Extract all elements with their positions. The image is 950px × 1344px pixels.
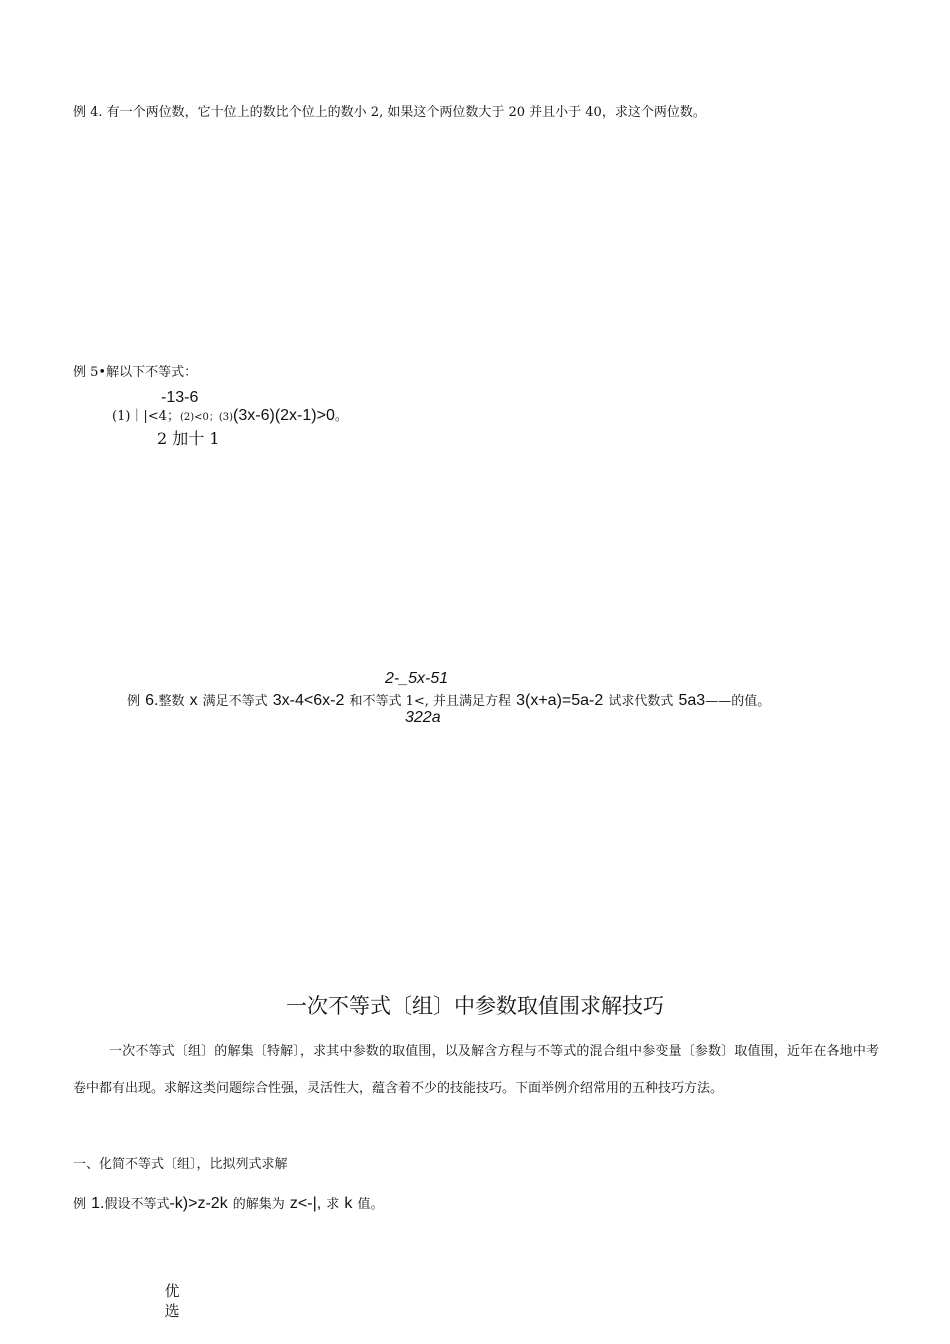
- part-2: (2)<0；: [179, 412, 219, 423]
- equation: 3(x+a)=5a-2: [516, 692, 604, 709]
- text-1: 整数: [158, 694, 185, 709]
- text-4: 值。: [357, 1197, 384, 1212]
- subsection-heading-1: 一、化简不等式〔组〕，比拟列式求解: [73, 1157, 288, 1172]
- example-label: 例: [127, 694, 141, 709]
- text-4: 试求代数式: [608, 694, 674, 709]
- text-3: 求: [326, 1197, 340, 1212]
- example-4-text: 例 4. 有一个两位数，它十位上的数比个位上的数小 2, 如果这个两位数大于 20 并且小于 40，求这个两位数。: [73, 105, 706, 120]
- example-5-heading: 例 5•解以下不等式：: [73, 365, 198, 380]
- fraction-numerator: -13-6: [161, 389, 199, 406]
- intro-paragraph: 一次不等式〔组〕的解集〔特解〕，求其中参数的取值围，以及解含方程与不等式的混合组中参变量〔参数〕取值围，近年在各地中考卷中都有出现。求解这类问题综合性强，灵活性大，蕴含着不少的技能技巧。下面举例介绍常用的五种技巧方法。: [73, 1044, 879, 1096]
- example-6-numerator: [385, 670, 448, 688]
- part-1: (1)｜|<4；: [112, 409, 180, 424]
- text-2: 的解集为: [232, 1197, 285, 1212]
- example-6-denominator: 322a: [405, 709, 441, 726]
- part-3-expression: (3x-6)(2x-1)>0: [233, 407, 335, 424]
- inequality: -k)>z-2k: [169, 1195, 228, 1212]
- example-1-line: [73, 1193, 384, 1213]
- text-1: 假设不等式: [104, 1197, 170, 1212]
- example-label: 例: [73, 1197, 87, 1212]
- var-k: k: [344, 1195, 353, 1212]
- example-number: 6.: [145, 692, 159, 709]
- numerator-text: 2-_5x-51: [385, 670, 449, 687]
- solution-set: z<-|,: [289, 1195, 322, 1212]
- line-end: 。: [334, 409, 348, 424]
- expression: 5a3: [678, 692, 706, 709]
- example-6-line: [127, 690, 770, 710]
- text-3: 和不等式 1<, 并且满足方程: [349, 694, 512, 709]
- example-number: 1.: [91, 1195, 105, 1212]
- section-title: 一次不等式〔组〕中参数取值围求解技巧: [286, 994, 664, 1018]
- inequality-line: [112, 405, 348, 425]
- fraction-denominator: 2 加十 1: [157, 429, 220, 448]
- text-5: ——的值。: [705, 694, 771, 709]
- text-2: 满足不等式: [202, 694, 268, 709]
- part-3-label: (3): [218, 412, 234, 423]
- inequality-1: 3x-4<6x-2: [272, 692, 345, 709]
- var-x: x: [189, 692, 198, 709]
- footer-mark: 优选: [164, 1282, 180, 1320]
